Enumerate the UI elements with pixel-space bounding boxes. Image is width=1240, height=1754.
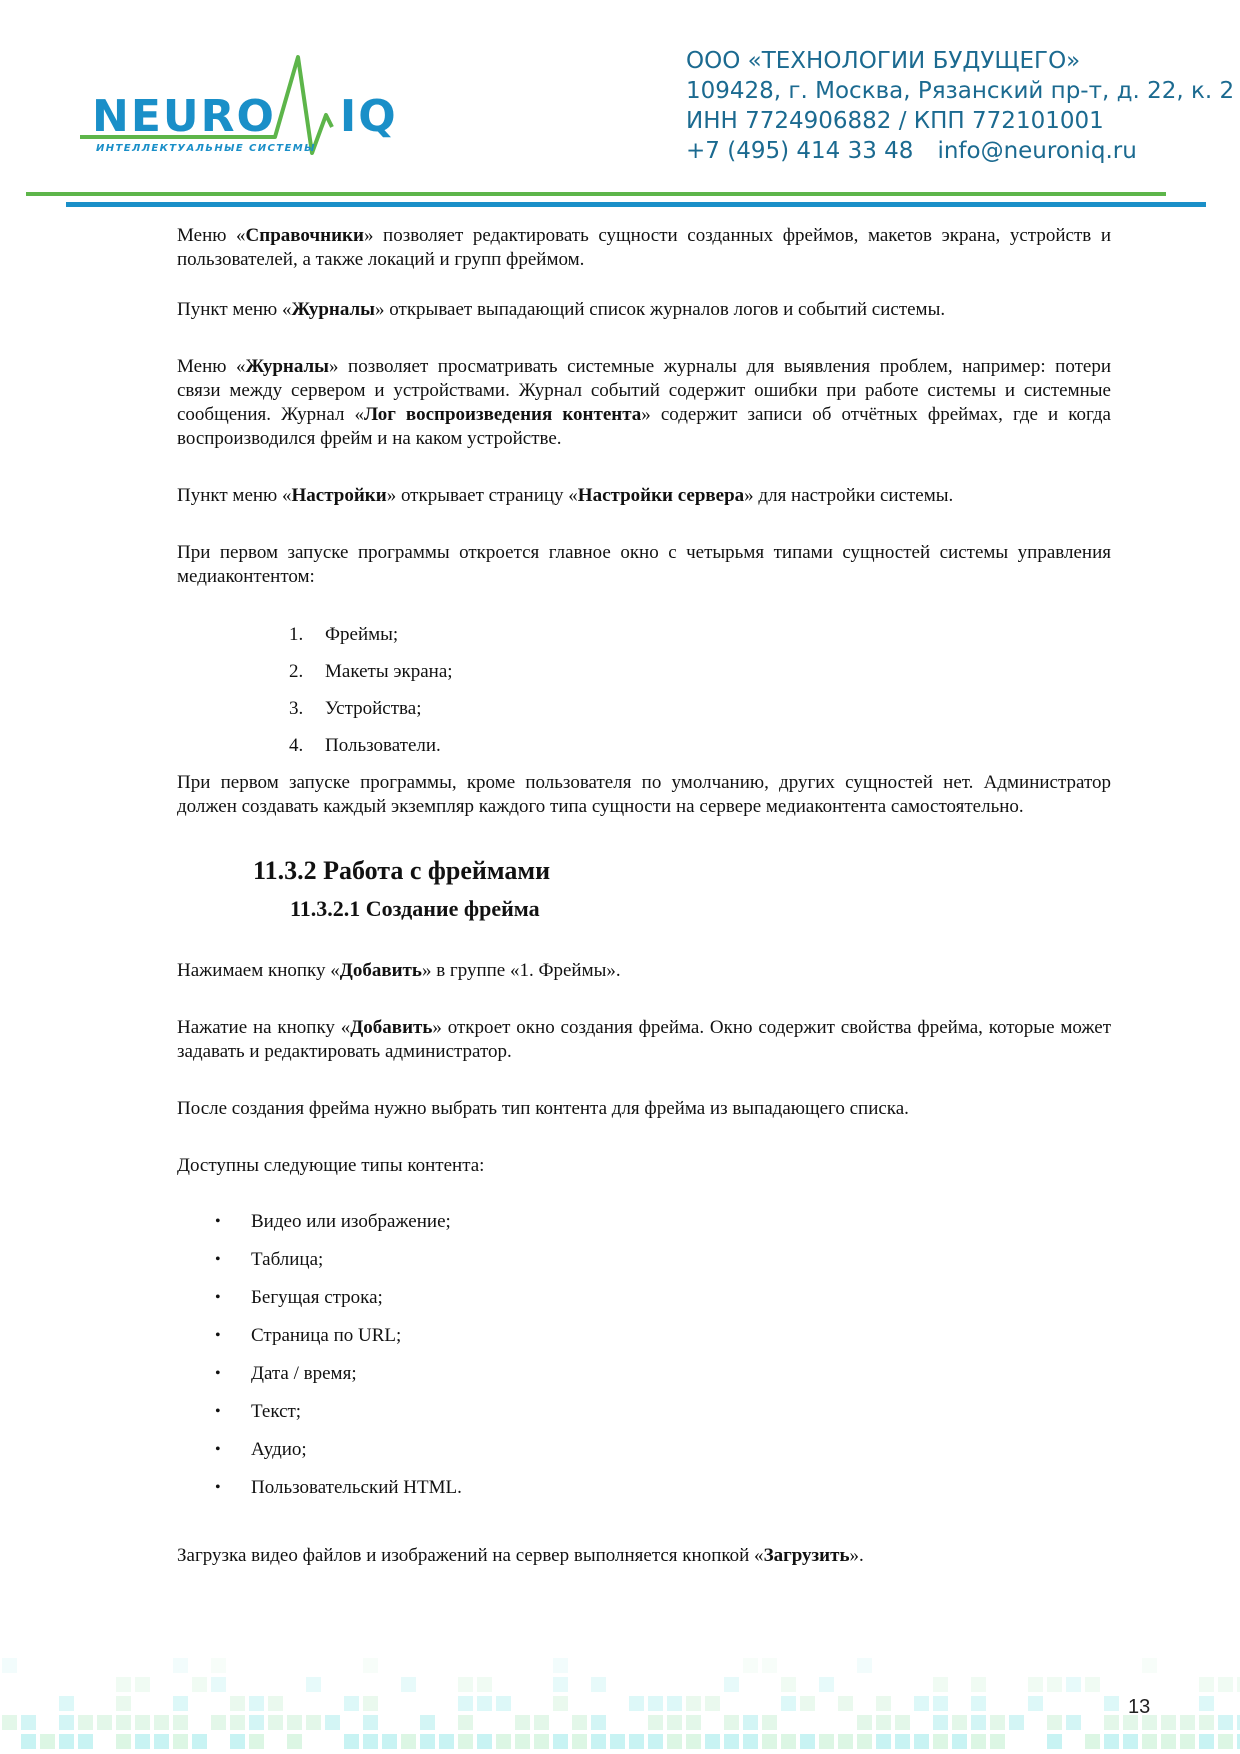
footer-pattern-tile [458, 1677, 473, 1692]
footer-pattern-tile [458, 1734, 473, 1749]
footer-pattern-tile [268, 1715, 283, 1730]
footer-pattern-tile [2, 1658, 17, 1673]
footer-pattern-tile [192, 1734, 207, 1749]
footer-pattern-tile [990, 1734, 1005, 1749]
footer-pattern-tile [21, 1715, 36, 1730]
footer-pattern-tile [933, 1696, 948, 1711]
footer-pattern-tile [1047, 1677, 1062, 1692]
list-item: • Пользовательский HTML. [215, 1477, 462, 1498]
footer-pattern-tile [230, 1734, 245, 1749]
footer-pattern-tile [135, 1677, 150, 1692]
footer-pattern-tile [116, 1715, 131, 1730]
footer-pattern-tile [857, 1658, 872, 1673]
footer-pattern-tile [40, 1734, 55, 1749]
section-heading: 11.3.2 Работа с фреймами [253, 856, 551, 885]
footer-pattern-tile [21, 1734, 36, 1749]
footer-pattern-tile [78, 1715, 93, 1730]
company-contacts [686, 136, 1234, 166]
footer-pattern-tile [1123, 1734, 1138, 1749]
company-name: ООО «ТЕХНОЛОГИИ БУДУЩЕГО» [686, 48, 1081, 74]
footer-pattern-tile [648, 1696, 663, 1711]
footer-pattern-tile [838, 1734, 853, 1749]
footer-pattern-tile [1142, 1734, 1157, 1749]
footer-pattern-tile [933, 1715, 948, 1730]
footer-pattern-tile [363, 1658, 378, 1673]
footer-pattern-tile [477, 1734, 492, 1749]
footer-pattern-tile [1066, 1715, 1081, 1730]
footer-pattern-tile [515, 1734, 530, 1749]
header-divider-blue [66, 202, 1206, 207]
footer-pattern-tile [1218, 1715, 1233, 1730]
footer-pattern-tile [857, 1715, 872, 1730]
company-details [686, 46, 1234, 166]
footer-pattern-tile [287, 1715, 302, 1730]
footer-pattern-tile [1180, 1734, 1195, 1749]
footer-pattern-tile [1028, 1677, 1043, 1692]
company-inn-kpp: ИНН 7724906882 / КПП 772101001 [686, 108, 1104, 134]
paragraph-add-button: Нажимаем кнопку «Добавить» в группе «1. Фреймы». [177, 960, 621, 981]
footer-pattern-tile [1104, 1696, 1119, 1711]
footer-pattern-tile [743, 1658, 758, 1673]
page-header [0, 0, 1240, 210]
footer-pattern-tile [686, 1696, 701, 1711]
footer-pattern-tile [116, 1677, 131, 1692]
page-number: 13 [1128, 1696, 1151, 1718]
footer-pattern-tile [268, 1696, 283, 1711]
footer-pattern-tile [572, 1715, 587, 1730]
footer-pattern-tile [933, 1677, 948, 1692]
footer-pattern-tile [1180, 1715, 1195, 1730]
list-item: 2. Макеты экрана; [289, 661, 453, 682]
footer-pattern-tile [154, 1715, 169, 1730]
footer-pattern-tile [211, 1715, 226, 1730]
footer-pattern-tile [1142, 1658, 1157, 1673]
footer-pattern-tile [781, 1696, 796, 1711]
paragraph-upload: Загрузка видео файлов и изображений на сервер выполняется кнопкой «Загрузить». [177, 1545, 864, 1566]
footer-pattern-tile [743, 1734, 758, 1749]
footer-pattern-tile [1161, 1734, 1176, 1749]
document-body [177, 224, 1111, 1568]
footer-pattern-tile [363, 1734, 378, 1749]
footer-pattern-tile [173, 1734, 188, 1749]
footer-pattern-tile [1028, 1696, 1043, 1711]
footer-pattern-tile [705, 1696, 720, 1711]
company-phone: +7 (495) 414 33 48 [686, 138, 914, 164]
list-item: • Аудио; [215, 1439, 307, 1460]
footer-pattern-tile [401, 1734, 416, 1749]
footer-pattern-tile [2, 1715, 17, 1730]
footer-pattern-tile [933, 1734, 948, 1749]
footer-pattern-tile [781, 1734, 796, 1749]
paragraph-journals-menu: Пункт меню «Журналы» открывает выпадающий список журналов логов и событий системы. [177, 299, 946, 320]
footer-pattern-tile [116, 1734, 131, 1749]
footer-pattern-tile [819, 1677, 834, 1692]
footer-pattern-tile [591, 1677, 606, 1692]
footer-pattern-tile [401, 1677, 416, 1692]
footer-pattern-tile [895, 1715, 910, 1730]
footer-pattern-tile [762, 1658, 777, 1673]
list-item: • Текст; [215, 1401, 302, 1422]
footer-pattern-tile [990, 1715, 1005, 1730]
paragraph-default-user: При первом запуске программы, кроме пользователя по умолчанию, других сущностей нет. Администратор должен создавать каждый экземпляр каждого типа сущности на сервере медиаконтента самостоятельно. [177, 772, 1111, 817]
list-item: • Страница по URL; [215, 1325, 402, 1346]
footer-pattern-tile [78, 1734, 93, 1749]
footer-pattern-tile [534, 1734, 549, 1749]
footer-pattern-tile [876, 1696, 891, 1711]
footer-pattern-tile [686, 1715, 701, 1730]
footer-pattern-tile [686, 1734, 701, 1749]
footer-pattern-tile [515, 1715, 530, 1730]
footer-pattern-tile [895, 1734, 910, 1749]
footer-pattern-tile [116, 1696, 131, 1711]
footer-pattern-tile [952, 1715, 967, 1730]
footer-pattern-tile [135, 1734, 150, 1749]
footer-pattern-tile [553, 1696, 568, 1711]
footer-pattern-tile [439, 1734, 454, 1749]
footer-pattern-tile [420, 1734, 435, 1749]
footer-pattern-tile [914, 1696, 929, 1711]
footer-pattern-tile [952, 1734, 967, 1749]
footer-pattern-tile [192, 1677, 207, 1692]
footer-pattern-tile [458, 1715, 473, 1730]
footer-pattern-tile [173, 1658, 188, 1673]
footer-pattern-tile [743, 1715, 758, 1730]
footer-pattern-tile [249, 1696, 264, 1711]
footer-pattern-tile [1085, 1734, 1100, 1749]
footer-pattern-tile [724, 1715, 739, 1730]
footer-pattern-tile [230, 1696, 245, 1711]
footer-pattern-tile [1047, 1734, 1062, 1749]
footer-pattern-tile [458, 1696, 473, 1711]
footer-pattern-tile [363, 1696, 378, 1711]
footer-pattern-tile [1047, 1715, 1062, 1730]
footer-pattern-tile [876, 1715, 891, 1730]
footer-pattern-tile [496, 1696, 511, 1711]
footer-pattern-tile [173, 1715, 188, 1730]
footer-pattern-tile [135, 1715, 150, 1730]
footer-pattern [0, 1640, 1240, 1754]
company-address: 109428, г. Москва, Рязанский пр-т, д. 22, к. 2 [686, 78, 1235, 104]
footer-pattern-tile [420, 1715, 435, 1730]
neuroniq-logo [80, 45, 410, 160]
paragraph-frame-window: Нажатие на кнопку «Добавить» откроет окно создания фрейма. Окно содержит свойства фрейма, которые может задавать и редактировать администратор. [177, 1017, 1111, 1062]
footer-pattern-tile [211, 1677, 226, 1692]
footer-pattern-tile [667, 1696, 682, 1711]
footer-pattern-tile [97, 1715, 112, 1730]
footer-pattern-tile [1218, 1677, 1233, 1692]
footer-pattern-tile [553, 1677, 568, 1692]
footer-pattern-tile [857, 1734, 872, 1749]
footer-pattern-tile [971, 1715, 986, 1730]
footer-pattern-tile [59, 1715, 74, 1730]
footer-pattern-tile [230, 1715, 245, 1730]
footer-pattern-tile [648, 1715, 663, 1730]
footer-pattern-tile [762, 1734, 777, 1749]
footer-pattern-tile [1199, 1715, 1214, 1730]
paragraph-content-type: После создания фрейма нужно выбрать тип контента для фрейма из выпадающего списка. [177, 1098, 909, 1119]
footer-pattern-tile [363, 1715, 378, 1730]
list-item: • Видео или изображение; [215, 1211, 451, 1232]
footer-pattern-tile [1104, 1715, 1119, 1730]
footer-pattern-tile [1066, 1677, 1081, 1692]
footer-pattern-tile [344, 1696, 359, 1711]
footer-pattern-tile [59, 1696, 74, 1711]
subsection-heading: 11.3.2.1 Создание фрейма [290, 896, 540, 921]
footer-pattern-tile [249, 1715, 264, 1730]
footer-pattern-tile [249, 1734, 264, 1749]
paragraph-journals: Меню «Журналы» позволяет просматривать системные журналы для выявления проблем, например: потери связи между сервером и устройствами. Журнал событий содержит ошибки при работе системы и системные сообщения. Журнал «Лог воспроизведения контента» содержит записи об отчётных фреймах, где и когда воспроизводился фрейм и на каком устройстве. [177, 356, 1111, 449]
footer-pattern-tile [591, 1715, 606, 1730]
footer-pattern-tile [705, 1734, 720, 1749]
footer-pattern-tile [1218, 1734, 1233, 1749]
footer-pattern-tile [287, 1734, 302, 1749]
footer-pattern-tile [382, 1734, 397, 1749]
list-item: • Дата / время; [215, 1363, 357, 1384]
paragraph-directories: Меню «Справочники» позволяет редактировать сущности созданных фреймов, макетов экрана, устройств и пользователей, а также локаций и групп фреймом. [177, 225, 1111, 270]
footer-pattern-tile [1104, 1734, 1119, 1749]
footer-pattern-tile [838, 1696, 853, 1711]
footer-pattern-tile [477, 1696, 492, 1711]
footer-pattern-tile [781, 1677, 796, 1692]
paragraph-available-types: Доступны следующие типы контента: [177, 1155, 485, 1176]
footer-pattern-tile [173, 1696, 188, 1711]
logo-wordmark: NEURO IQ [92, 91, 398, 142]
paragraph-first-launch: При первом запуске программы откроется главное окно с четырьмя типами сущностей системы управления медиаконтентом: [177, 542, 1111, 587]
footer-pattern-tile [572, 1734, 587, 1749]
list-item: 3. Устройства; [289, 698, 422, 719]
entity-list [177, 623, 1111, 771]
footer-pattern-tile [762, 1715, 777, 1730]
list-item: • Таблица; [215, 1249, 324, 1270]
footer-pattern-tile [306, 1677, 321, 1692]
footer-pattern-tile [610, 1734, 625, 1749]
footer-pattern-tile [553, 1734, 568, 1749]
footer-pattern-tile [648, 1734, 663, 1749]
list-item: 1. Фреймы; [289, 624, 399, 645]
footer-pattern-tile [1199, 1734, 1214, 1749]
footer-pattern-tile [876, 1734, 891, 1749]
footer-pattern-tile [211, 1658, 226, 1673]
footer-pattern-tile [800, 1734, 815, 1749]
footer-pattern-tile [1199, 1677, 1214, 1692]
content-types-list [177, 1210, 1111, 1514]
footer-pattern-tile [667, 1715, 682, 1730]
footer-pattern-tile [629, 1734, 644, 1749]
footer-pattern-tile [819, 1734, 834, 1749]
footer-pattern-tile [553, 1658, 568, 1673]
footer-pattern-tile [1009, 1715, 1024, 1730]
footer-pattern-tile [667, 1734, 682, 1749]
company-email[interactable]: info@neuroniq.ru [937, 138, 1137, 164]
footer-pattern-tile [534, 1715, 549, 1730]
footer-pattern-tile [477, 1677, 492, 1692]
footer-pattern-tile [971, 1677, 986, 1692]
header-divider-green [26, 192, 1166, 196]
footer-pattern-tile [59, 1734, 74, 1749]
logo-subtitle: ИНТЕЛЛЕКТУАЛЬНЫЕ СИСТЕМЫ [96, 143, 316, 154]
footer-pattern-tile [724, 1677, 739, 1692]
footer-pattern-tile [914, 1734, 929, 1749]
footer-pattern-tile [306, 1715, 321, 1730]
footer-pattern-tile [724, 1734, 739, 1749]
footer-pattern-tile [496, 1734, 511, 1749]
paragraph-settings: Пункт меню «Настройки» открывает страницу «Настройки сервера» для настройки системы. [177, 485, 954, 506]
footer-pattern-tile [971, 1734, 986, 1749]
footer-pattern-tile [1161, 1715, 1176, 1730]
footer-pattern-tile [344, 1734, 359, 1749]
footer-pattern-tile [800, 1696, 815, 1711]
footer-pattern-tile [1085, 1677, 1100, 1692]
footer-pattern-tile [1199, 1696, 1214, 1711]
footer-pattern-tile [629, 1696, 644, 1711]
footer-pattern-tile [325, 1715, 340, 1730]
list-item: • Бегущая строка; [215, 1287, 383, 1308]
footer-pattern-tile [971, 1696, 986, 1711]
footer-pattern-tile [591, 1734, 606, 1749]
list-item: 4. Пользователи. [289, 735, 441, 756]
footer-pattern-tile [154, 1734, 169, 1749]
